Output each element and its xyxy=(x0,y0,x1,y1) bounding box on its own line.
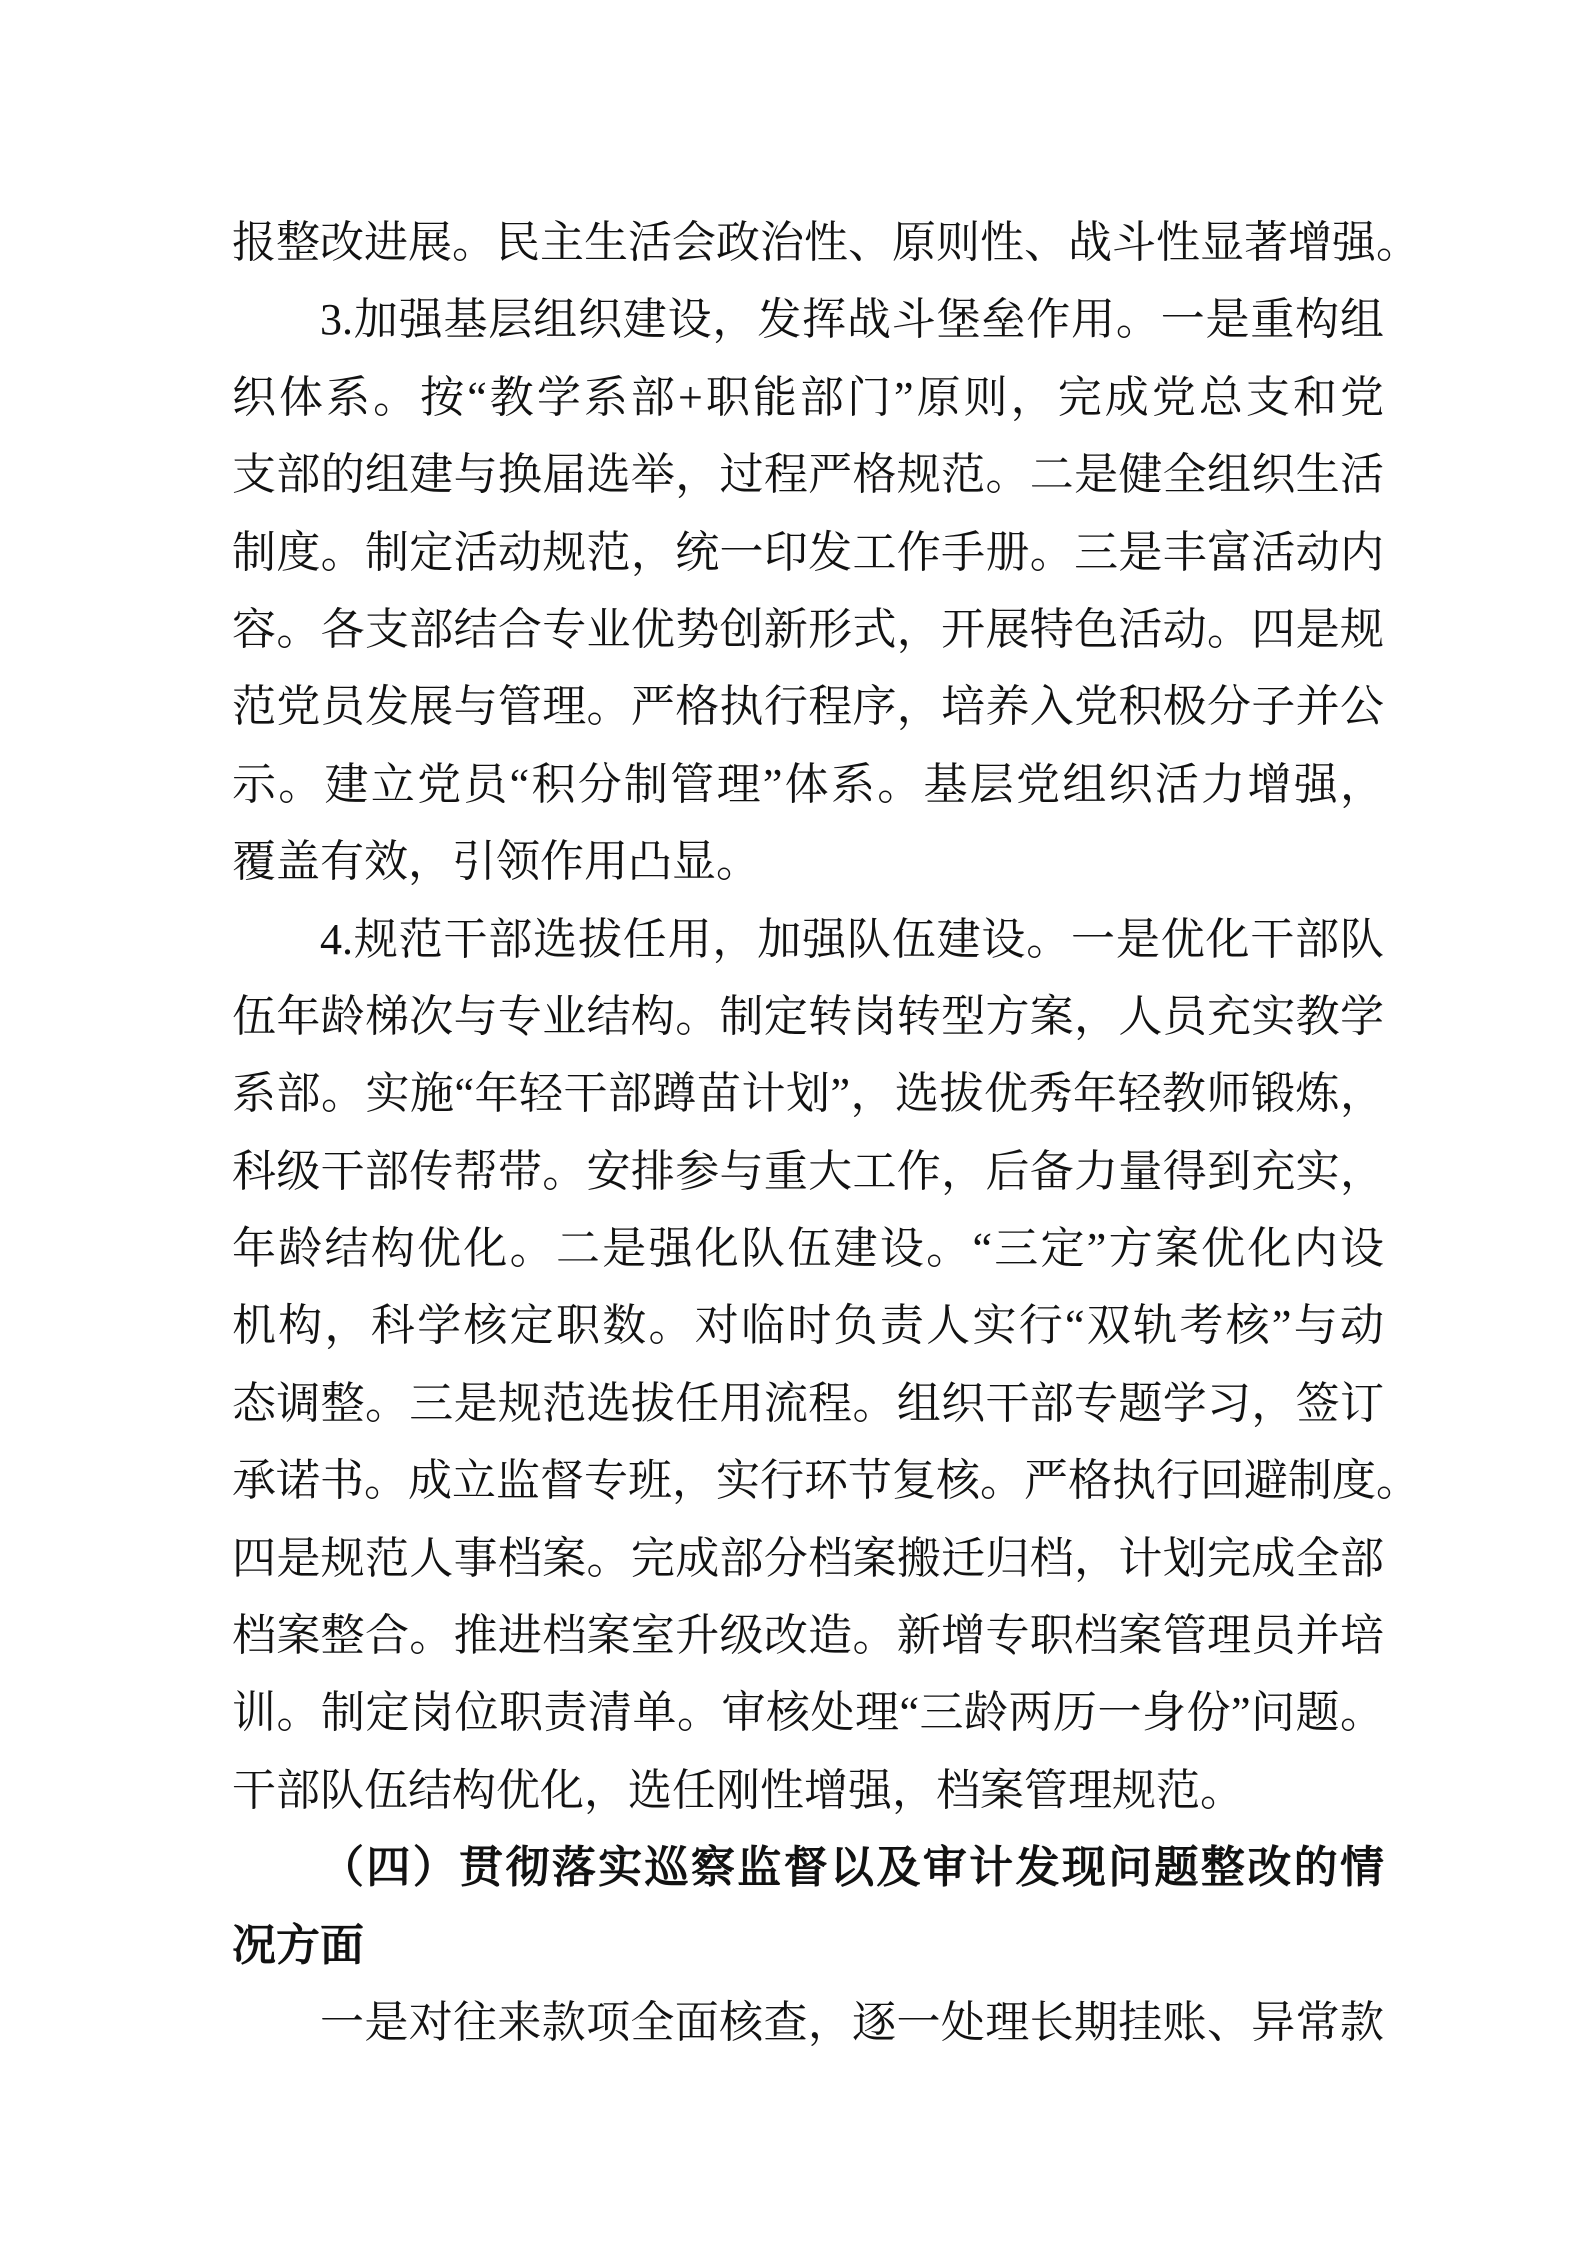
section-heading-paragraph xyxy=(232,1829,1384,1984)
text-line: 织体系。按“教学系部+职能部门”原则，完成党总支和党 xyxy=(232,372,1384,422)
text-line: 容。各支部结合专业优势创新形式，开展特色活动。四是规 xyxy=(232,604,1384,654)
text-line: 科级干部传帮带。安排参与重大工作，后备力量得到充实， xyxy=(232,1146,1384,1196)
document-body xyxy=(232,204,1420,2061)
text-line: 系部。实施“年轻干部蹲苗计划”，选拔优秀年轻教师锻炼， xyxy=(232,1069,1384,1119)
text-line: 态调整。三是规范选拔任用流程。组织干部专题学习，签订 xyxy=(232,1378,1384,1428)
text-line: 4.规范干部选拔任用，加强队伍建设。一是优化干部队 xyxy=(320,914,1384,964)
body-paragraph xyxy=(232,1984,1384,2061)
body-paragraph xyxy=(232,901,1420,1830)
text-line: 制度。制定活动规范，统一印发工作手册。三是丰富活动内 xyxy=(232,527,1384,577)
text-line: 况方面 xyxy=(232,1920,364,1970)
body-paragraph xyxy=(232,204,1420,281)
text-line: 覆盖有效，引领作用凸显。 xyxy=(232,837,760,887)
text-line: 机构，科学核定职数。对临时负责人实行“双轨考核”与动 xyxy=(232,1301,1384,1351)
text-line: （四）贯彻落实巡察监督以及审计发现问题整改的情 xyxy=(320,1843,1384,1893)
text-line: 伍年龄梯次与专业结构。制定转岗转型方案，人员充实教学 xyxy=(232,991,1384,1041)
text-line: 四是规范人事档案。完成部分档案搬迁归档，计划完成全部 xyxy=(232,1533,1384,1583)
text-line: 范党员发展与管理。严格执行程序，培养入党积极分子并公 xyxy=(232,682,1384,732)
body-paragraph xyxy=(232,281,1384,900)
text-line: 档案整合。推进档案室升级改造。新增专职档案管理员并培 xyxy=(232,1611,1384,1661)
text-line: 承诺书。成立监督专班，实行环节复核。严格执行回避制度。 xyxy=(232,1456,1420,1506)
text-line: 支部的组建与换届选举，过程严格规范。二是健全组织生活 xyxy=(232,450,1384,500)
text-line: 年龄结构优化。二是强化队伍建设。“三定”方案优化内设 xyxy=(232,1224,1384,1274)
text-line: 训。制定岗位职责清单。审核处理“三龄两历一身份”问题。 xyxy=(232,1688,1384,1738)
text-line: 一是对往来款项全面核查，逐一处理长期挂账、异常款 xyxy=(320,1997,1384,2047)
text-line: 干部队伍结构优化，选任刚性增强，档案管理规范。 xyxy=(232,1765,1244,1815)
text-line: 报整改进展。民主生活会政治性、原则性、战斗性显著增强。 xyxy=(232,218,1420,267)
text-line: 3.加强基层组织建设，发挥战斗堡垒作用。一是重构组 xyxy=(320,295,1384,345)
text-line: 示。建立党员“积分制管理”体系。基层党组织活力增强， xyxy=(232,759,1384,809)
